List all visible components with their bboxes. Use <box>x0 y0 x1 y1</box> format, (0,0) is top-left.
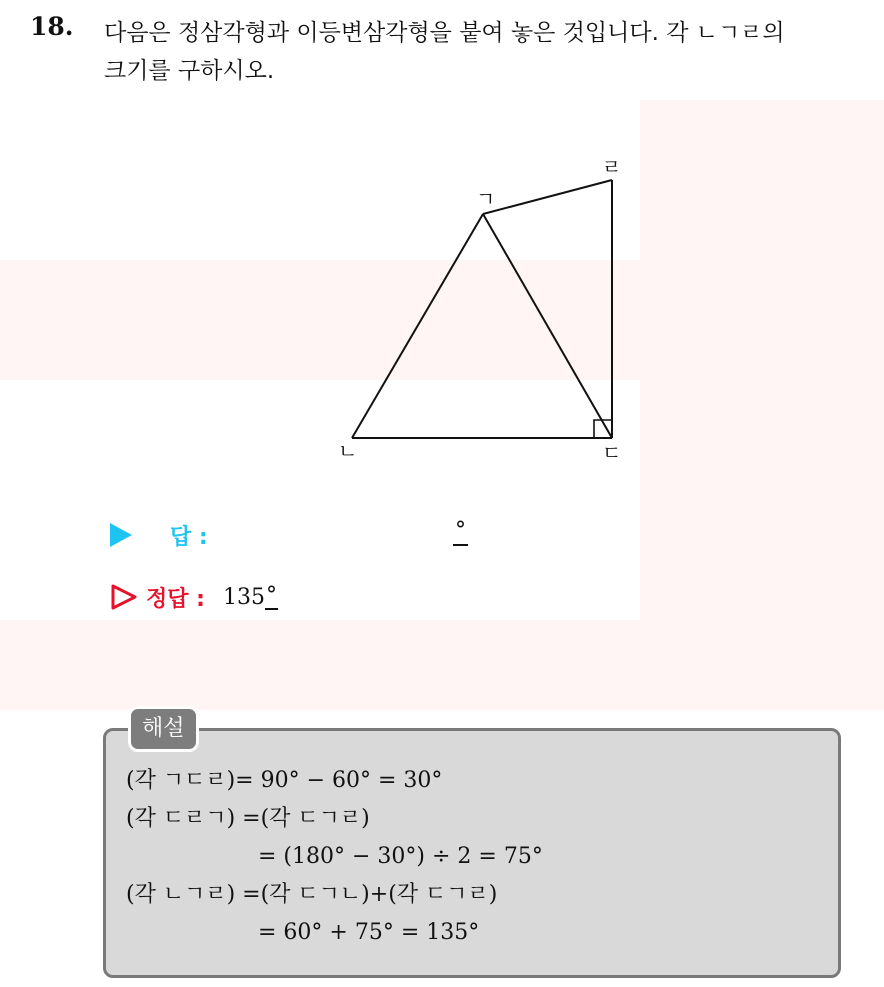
answer-row <box>110 518 510 552</box>
answer-blank[interactable]: ° <box>453 518 468 546</box>
explanation-line: (각 ㄱㄷㄹ)= 90° − 60° = 30° <box>126 768 443 793</box>
explanation-line: = (180° − 30°) ÷ 2 = 75° <box>258 844 543 869</box>
correct-answer-row <box>110 580 278 614</box>
correct-answer-value: 135 <box>222 584 265 610</box>
explanation-tag: 해설 <box>128 706 199 752</box>
edge-giyeok-rieul <box>483 180 612 214</box>
triangle-figure <box>330 150 650 470</box>
vertex-label-digeut: ㄷ <box>602 441 622 465</box>
question-text: 다음은 정삼각형과 이등변삼각형을 붙여 놓은 것입니다. 각 ㄴㄱㄹ의 크기를 구하시오. <box>104 20 785 84</box>
vertex-label-giyeok: ㄱ <box>476 187 496 211</box>
correct-answer-unit: ° <box>265 583 277 608</box>
explanation-line: (각 ㄷㄹㄱ) =(각 ㄷㄱㄹ) <box>126 806 370 831</box>
answer-label: 답 : <box>170 524 208 550</box>
explanation-line: (각 ㄴㄱㄹ) =(각 ㄷㄱㄴ)+(각 ㄷㄱㄹ) <box>126 882 498 907</box>
vertex-label-rieul: ㄹ <box>602 155 622 179</box>
edge-giyeok-nieun <box>352 214 483 438</box>
explanation-line: = 60° + 75° = 135° <box>258 920 480 945</box>
edge-giyeok-digeut <box>483 214 612 438</box>
explanation-lines <box>126 762 543 952</box>
vertex-label-nieun: ㄴ <box>338 439 358 463</box>
play-triangle-icon <box>110 523 132 547</box>
triangle-diagram <box>330 150 650 470</box>
outline-triangle-icon <box>110 583 138 611</box>
question-number: 18. <box>30 12 74 41</box>
correct-answer-label: 정답 : <box>146 586 205 612</box>
